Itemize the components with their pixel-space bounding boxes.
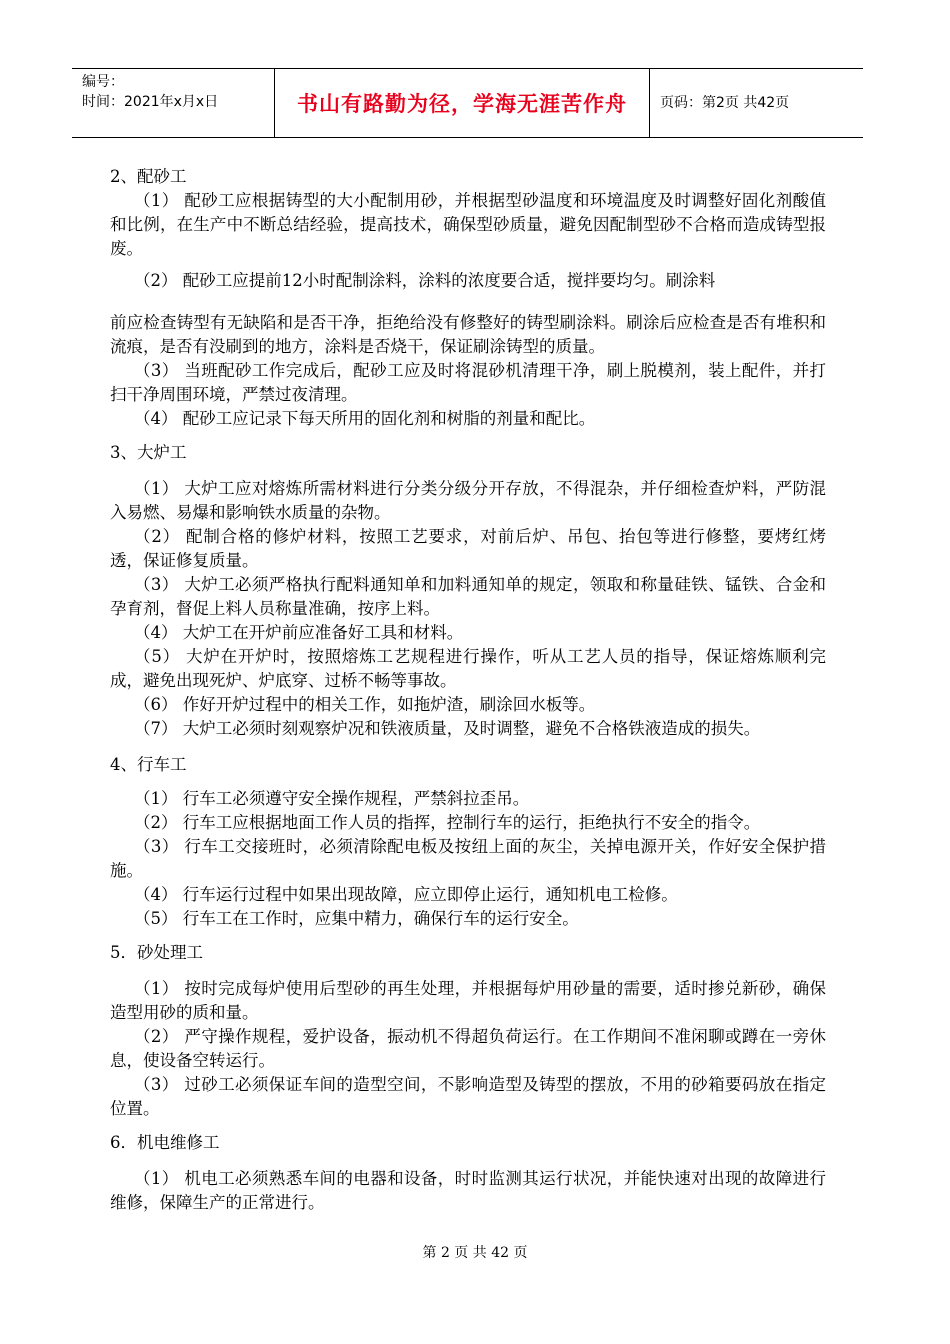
paragraph-3-3: （3） 大炉工必须严格执行配料通知单和加料通知单的规定，领取和称量硅铁、锰铁、合金和孕育剂，督促上料人员称量准确，按序上料。 [110,575,826,618]
header-page-number: 页码：第2页 共42页 [660,95,790,111]
paragraph-2-2: （2） 配砂工应提前12小时配制涂料，涂料的浓度要合适，搅拌要均匀。刷涂料 [134,271,716,290]
page-footer: 第 2 页 共 42 页 [422,1245,528,1261]
paragraph-4-1: （1） 行车工必须遵守安全操作规程，严禁斜拉歪吊。 [134,789,530,808]
header-meta-cell [72,69,275,137]
section-title-3: 3、大炉工 [110,443,187,462]
paragraph-5-2: （2） 严守操作规程，爱护设备，振动机不得超负荷运行。在工作期间不准闲聊或蹲在一旁休息，使设备空转运行。 [110,1027,826,1070]
header-motto: 书山有路勤为径，学海无涯苦作舟 [297,92,627,116]
paragraph-4-2: （2） 行车工应根据地面工作人员的指挥，控制行车的运行，拒绝执行不安全的指令。 [134,813,761,832]
paragraph-2-1: （1） 配砂工应根据铸型的大小配制用砂，并根据型砂温度和环境温度及时调整好固化剂酸值和比例，在生产中不断总结经验，提高技术，确保型砂质量，避免因配制型砂不合格而造成铸型报废。 [110,191,826,258]
section-title-4: 4、行车工 [110,755,187,774]
document-time-label: 时间：2021年x月x日 [82,94,219,110]
paragraph-4-5: （5） 行车工在工作时，应集中精力，确保行车的运行安全。 [134,909,579,928]
document-number-label: 编号： [82,74,124,90]
paragraph-5-3: （3） 过砂工必须保证车间的造型空间，不影响造型及铸型的摆放，不用的砂箱要码放在指定位置。 [110,1075,826,1118]
paragraph-3-5: （5） 大炉在开炉时，按照熔炼工艺规程进行操作，听从工艺人员的指导，保证熔炼顺利完成，避免出现死炉、炉底穿、过桥不畅等事故。 [110,647,826,690]
page-header [72,68,863,138]
paragraph-2-4: （4） 配砂工应记录下每天所用的固化剂和树脂的剂量和配比。 [134,409,596,428]
header-motto-cell [275,69,650,137]
paragraph-3-6: （6） 作好开炉过程中的相关工作，如拖炉渣，刷涂回水板等。 [134,695,596,714]
paragraph-2-3: （3） 当班配砂工作完成后，配砂工应及时将混砂机清理干净，刷上脱模剂，装上配件，并打扫干净周围环境，严禁过夜清理。 [110,361,826,404]
section-title-5: 5．砂处理工 [110,943,203,962]
paragraph-2-2-continued: 前应检查铸型有无缺陷和是否干净，拒绝给没有修整好的铸型刷涂料。刷涂后应检查是否有堆积和流痕，是否有没刷到的地方，涂料是否烧干，保证刷涂铸型的质量。 [110,313,826,356]
paragraph-3-4: （4） 大炉工在开炉前应准备好工具和材料。 [134,623,464,642]
paragraph-4-3: （3） 行车工交接班时，必须清除配电板及按纽上面的灰尘，关掉电源开关，作好安全保护措施。 [110,837,826,880]
document-body [110,165,826,1215]
paragraph-4-4: （4） 行车运行过程中如果出现故障，应立即停止运行，通知机电工检修。 [134,885,678,904]
paragraph-3-2: （2） 配制合格的修炉材料，按照工艺要求，对前后炉、吊包、抬包等进行修整，要烤红烤透，保证修复质量。 [110,527,826,570]
section-title-6: 6．机电维修工 [110,1133,220,1152]
paragraph-6-1: （1） 机电工必须熟悉车间的电器和设备，时时监测其运行状况，并能快速对出现的故障进行维修，保障生产的正常进行。 [110,1169,826,1212]
header-page-cell [650,69,873,137]
paragraph-3-7: （7） 大炉工必须时刻观察炉况和铁液质量，及时调整，避免不合格铁液造成的损失。 [134,719,761,738]
section-title-2: 2、配砂工 [110,167,187,186]
paragraph-5-1: （1） 按时完成每炉使用后型砂的再生处理，并根据每炉用砂量的需要，适时掺兑新砂，确保造型用砂的质和量。 [110,979,826,1022]
paragraph-3-1: （1） 大炉工应对熔炼所需材料进行分类分级分开存放，不得混杂，并仔细检查炉料，严防混入易燃、易爆和影响铁水质量的杂物。 [110,479,826,522]
